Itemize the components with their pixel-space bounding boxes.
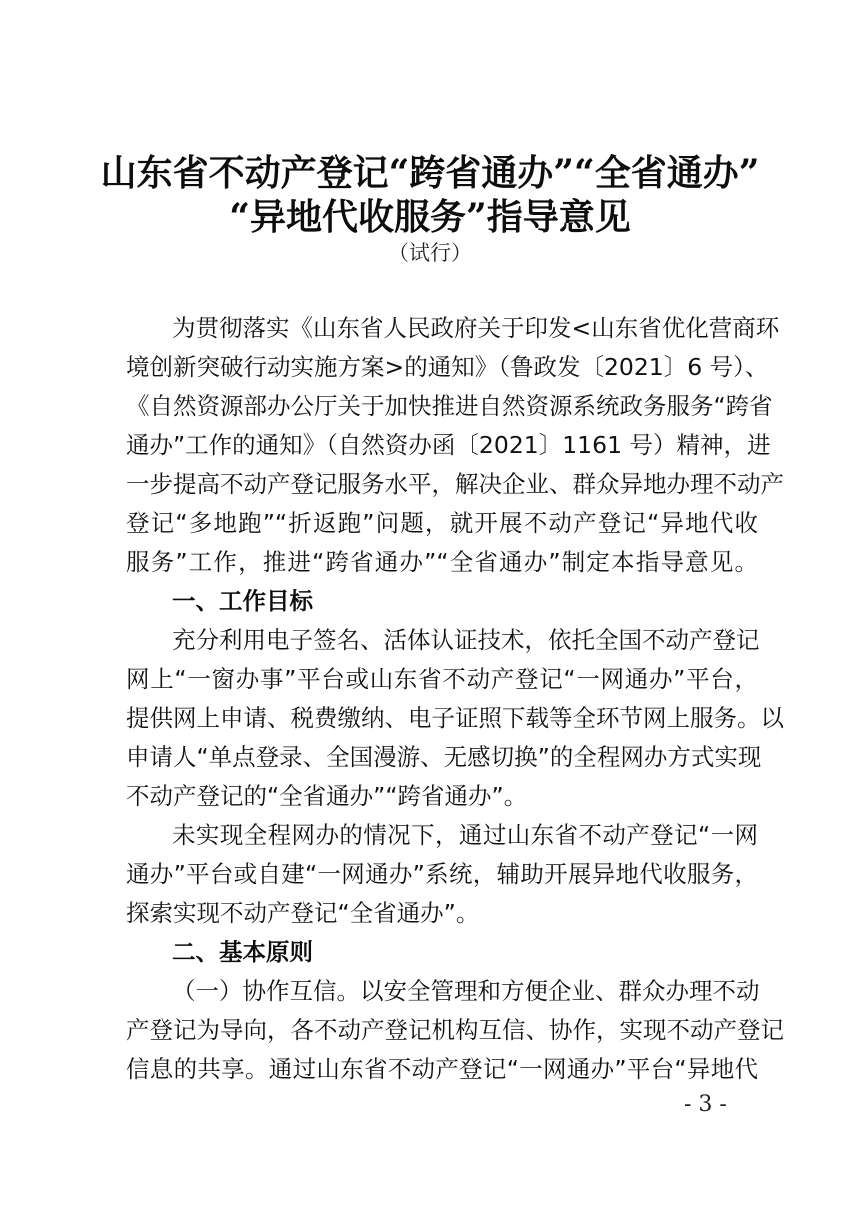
section-heading-work-goals: 一、工作目标 [172, 587, 313, 615]
paragraph-1-line: 境创新突破行动实施方案>的通知》（鲁政发〔2021〕6 号）、 [126, 353, 769, 381]
paragraph-3-line: 探索实现不动产登记“全省通办”。 [126, 899, 480, 927]
paragraph-4-line: （一）协作互信。以安全管理和方便企业、群众办理不动 [172, 977, 760, 1005]
section-heading-basic-principles: 二、基本原则 [172, 938, 313, 966]
paragraph-3-line: 未实现全程网办的情况下，通过山东省不动产登记“一网 [172, 821, 758, 849]
paragraph-1-line: 服务”工作，推进“跨省通办”“全省通办”制定本指导意见。 [126, 548, 758, 576]
paragraph-1-line: 通办”工作的通知》（自然资办函〔2021〕1161 号）精神，进 [126, 431, 771, 459]
paragraph-1-line: 《自然资源部办公厅关于加快推进自然资源系统政务服务“跨省 [126, 392, 773, 420]
paragraph-4-line: 产登记为导向，各不动产登记机构互信、协作，实现不动产登记 [126, 1016, 784, 1044]
document-title-line-1: 山东省不动产登记“跨省通办”“全省通办” [100, 152, 760, 194]
paragraph-2-line: 提供网上申请、税费缴纳、电子证照下载等全环节网上服务。以 [126, 704, 784, 732]
paragraph-2-line: 充分利用电子签名、活体认证技术，依托全国不动产登记 [172, 626, 760, 654]
paragraph-4-line: 信息的共享。通过山东省不动产登记“一网通办”平台“异地代 [126, 1055, 758, 1083]
paragraph-1-line: 登记“多地跑”“折返跑”问题，就开展不动产登记“异地代收 [126, 509, 758, 537]
paragraph-2-line: 网上“一窗办事”平台或山东省不动产登记“一网通办”平台， [126, 665, 758, 693]
document-title-line-2: “异地代收服务”指导意见 [229, 196, 631, 238]
paragraph-3-line: 通办”平台或自建“一网通办”系统，辅助开展异地代收服务， [126, 860, 758, 888]
paragraph-1-line: 一步提高不动产登记服务水平，解决企业、群众异地办理不动产 [126, 470, 784, 498]
page-number: - 3 - [684, 1092, 727, 1117]
paragraph-2-line: 不动产登记的“全省通办”“跨省通办”。 [126, 782, 528, 810]
paragraph-2-line: 申请人“单点登录、全国漫游、无感切换”的全程网办方式实现 [126, 743, 762, 771]
document-subtitle: （试行） [388, 241, 472, 265]
paragraph-1-line: 为贯彻落实《山东省人民政府关于印发<山东省优化营商环 [172, 314, 780, 342]
